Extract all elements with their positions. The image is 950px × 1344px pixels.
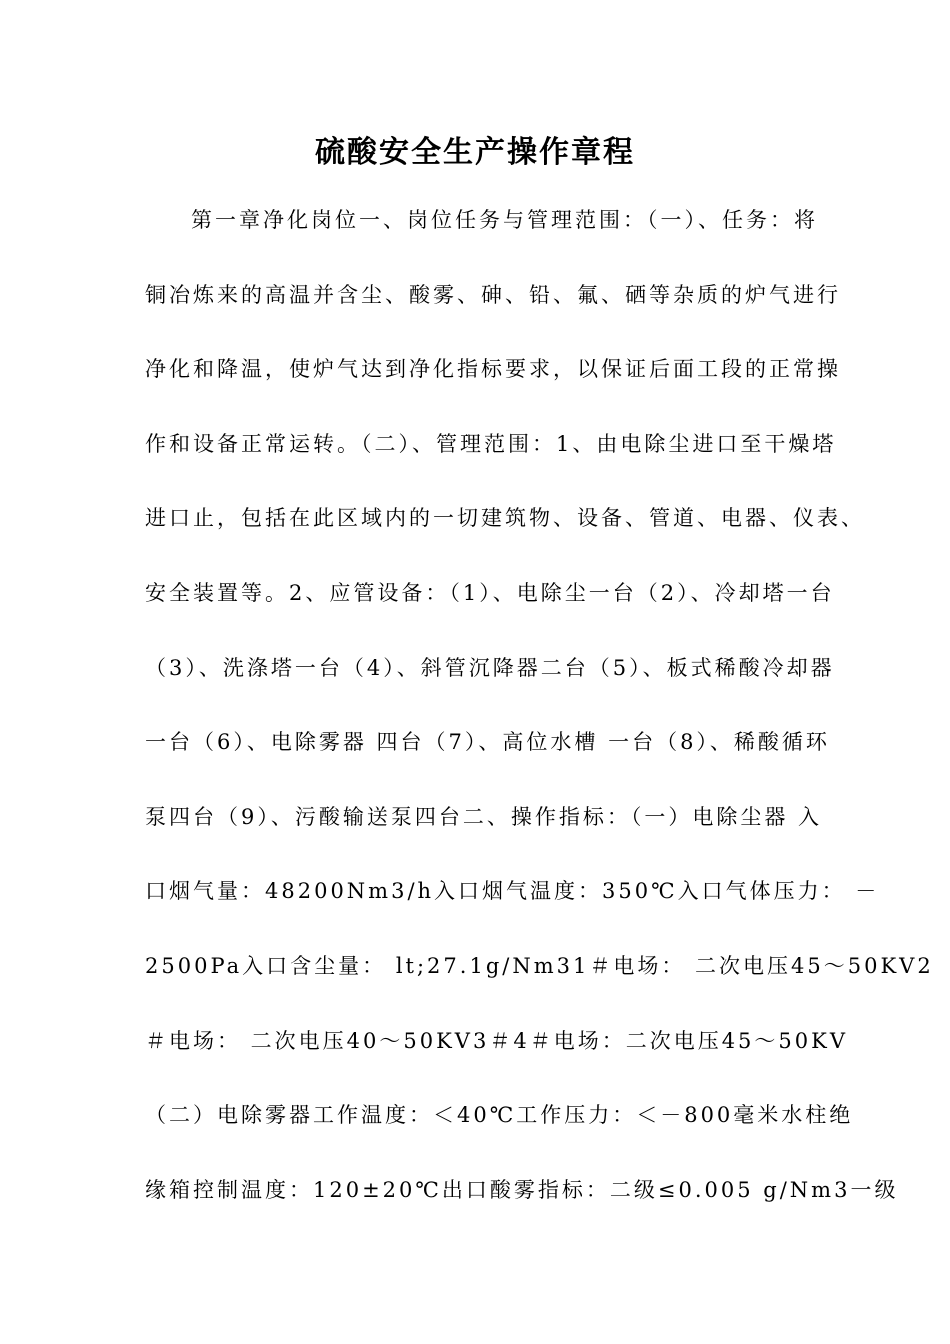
body-line: 安全装置等。2、应管设备：（1）、电除尘一台（2）、冷却塔一台 bbox=[145, 580, 835, 605]
body-line: ＃电场： 二次电压40～50KV3＃4＃电场：二次电压45～50KV bbox=[145, 1028, 848, 1053]
document-body bbox=[145, 198, 934, 1242]
body-line: 一台（6）、电除雾器 四台（7）、高位水槽 一台（8）、稀酸循环 bbox=[145, 730, 830, 755]
body-line: 泵四台（9）、污酸输送泵四台二、操作指标：（一）电除尘器 入 bbox=[145, 804, 823, 829]
body-line: 进口止，包括在此区域内的一切建筑物、设备、管道、电器、仪表、 bbox=[145, 506, 865, 531]
body-line: 作和设备正常运转。（二）、管理范围：1、由电除尘进口至干燥塔 bbox=[145, 431, 837, 456]
body-line: 铜冶炼来的高温并含尘、酸雾、砷、铅、氟、硒等杂质的炉气进行 bbox=[145, 282, 841, 307]
body-line: 2500Pa入口含尘量： lt;27.1g/Nm31＃电场： 二次电压45～50KV2 bbox=[145, 953, 934, 978]
body-line: 口烟气量：48200Nm3/h入口烟气温度：350℃入口气体压力： － bbox=[145, 879, 880, 904]
body-line: （二）电除雾器工作温度：＜40℃工作压力：＜－800毫米水柱绝 bbox=[145, 1103, 854, 1128]
body-line: 净化和降温，使炉气达到净化指标要求，以保证后面工段的正常操 bbox=[145, 357, 841, 382]
body-line: 第一章净化岗位一、岗位任务与管理范围：（一）、任务：将 bbox=[191, 208, 818, 232]
body-line: 缘箱控制温度：120±20℃出口酸雾指标：二级≤0.005 g/Nm3一级 bbox=[145, 1177, 899, 1202]
document-title: 硫酸安全生产操作章程 bbox=[315, 135, 635, 170]
body-line: （3）、洗涤塔一台（4）、斜管沉降器二台（5）、板式稀酸冷却器 bbox=[145, 655, 835, 680]
